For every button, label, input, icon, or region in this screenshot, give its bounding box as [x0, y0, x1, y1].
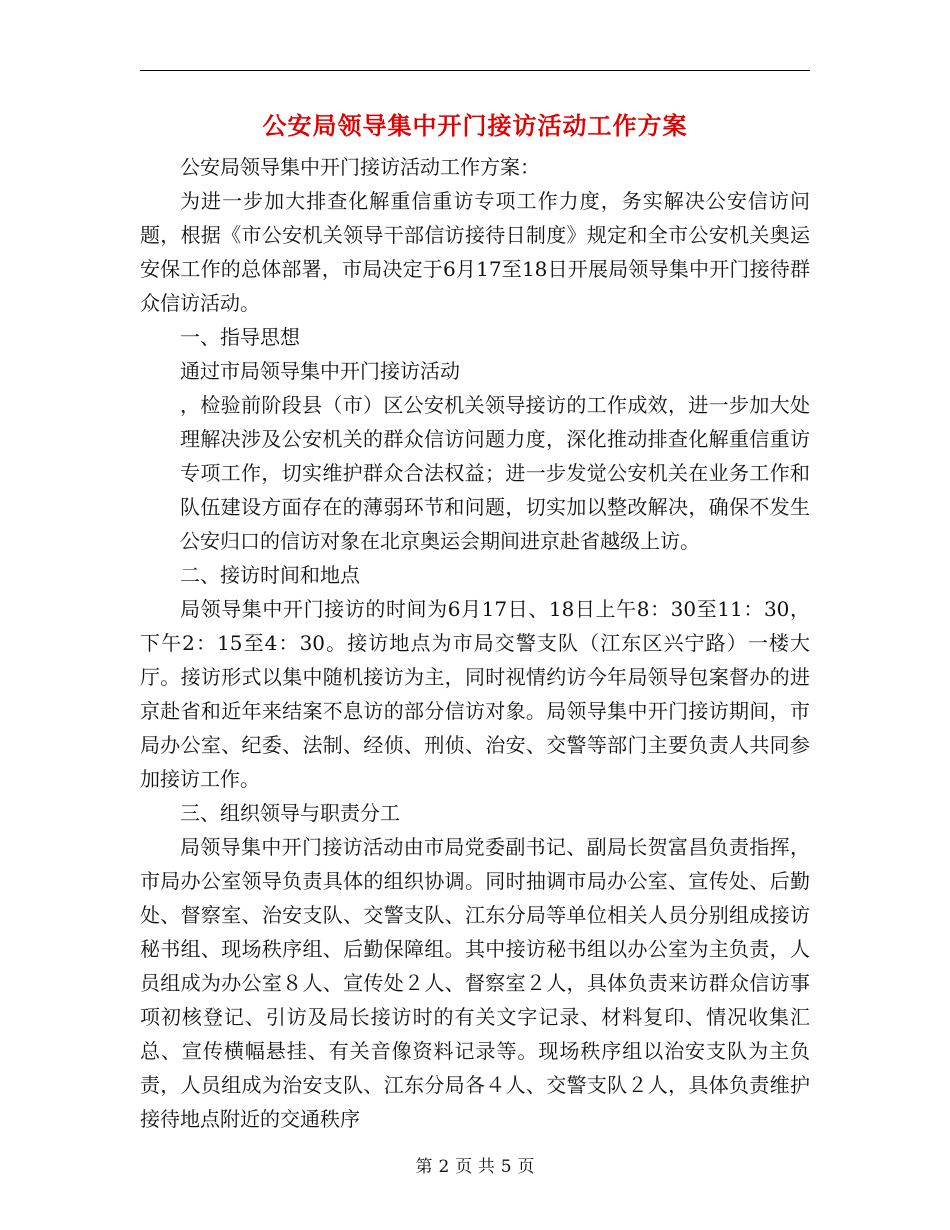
- footer-prefix: 第: [415, 1157, 433, 1177]
- footer-page-total: 5: [500, 1157, 512, 1177]
- section-heading-organization: 三、组织领导与职责分工: [180, 801, 400, 825]
- document-body: [140, 150, 810, 1136]
- section-heading-time-and-place: 二、接访时间和地点: [180, 563, 360, 587]
- paragraph-guiding-ideology-lead: 通过市局领导集中开门接访活动: [180, 359, 460, 383]
- footer-page-number: 2: [438, 1157, 450, 1177]
- paragraph-time-and-place: 局领导集中开门接访的时间为6月17日、18日上午8：30至11：30，下午2：15至4：30。接访地点为市局交警支队（江东区兴宁路）一楼大厅。接访形式以集中随机接访为主，同时视情约访今年局领导包案督办的进京赴省和近年来结案不息访的部分信访对象。局领导集中开门接访期间，市局办公室、纪委、法制、经侦、刑侦、治安、交警等部门主要负责人共同参加接访工作。: [140, 597, 810, 791]
- paragraph-organization: 局领导集中开门接访活动由市局党委副书记、副局长贺富昌负责指挥，市局办公室领导负责具体的组织协调。同时抽调市局办公室、宣传处、后勤处、督察室、治安支队、交警支队、江东分局等单位相关人员分别组成接访秘书组、现场秩序组、后勤保障组。其中接访秘书组以办公室为主负责，人员组成为办公室８人、宣传处２人、督察室２人，具体负责来访群众信访事项初核登记、引访及局长接访时的有关文字记录、材料复印、情况收集汇总、宣传横幅悬挂、有关音像资料记录等。现场秩序组以治安支队为主负责，人员组成为治安支队、江东分局各４人、交警支队２人，具体负责维护接待地点附近的交通秩序: [140, 835, 810, 1131]
- paragraph-intro: 公安局领导集中开门接访活动工作方案：: [180, 155, 540, 179]
- paragraph-background: 为进一步加大排查化解重信重访专项工作力度，务实解决公安信访问题，根据《市公安机关领导干部信访接待日制度》规定和全市公安机关奥运安保工作的总体部署，市局决定于6月17至18日开展局领导集中开门接待群众信访活动。: [140, 189, 810, 315]
- section-heading-guiding-ideology: 一、指导思想: [180, 325, 300, 349]
- footer-suffix: 页: [517, 1157, 535, 1177]
- header-rule: [140, 70, 810, 71]
- page-footer: [0, 1155, 950, 1179]
- document-title: 公安局领导集中开门接访活动工作方案: [262, 111, 688, 140]
- paragraph-guiding-ideology: ，检验前阶段县（市）区公安机关领导接访的工作成效，进一步加大处理解决涉及公安机关的群众信访问题力度，深化推动排查化解重信重访专项工作，切实维护群众合法权益；进一步发觉公安机关在业务工作和队伍建设方面存在的薄弱环节和问题，切实加以整改解决，确保不发生公安归口的信访对象在北京奥运会期间进京赴省越级上访。: [180, 393, 810, 553]
- footer-middle: 页 共: [455, 1157, 495, 1177]
